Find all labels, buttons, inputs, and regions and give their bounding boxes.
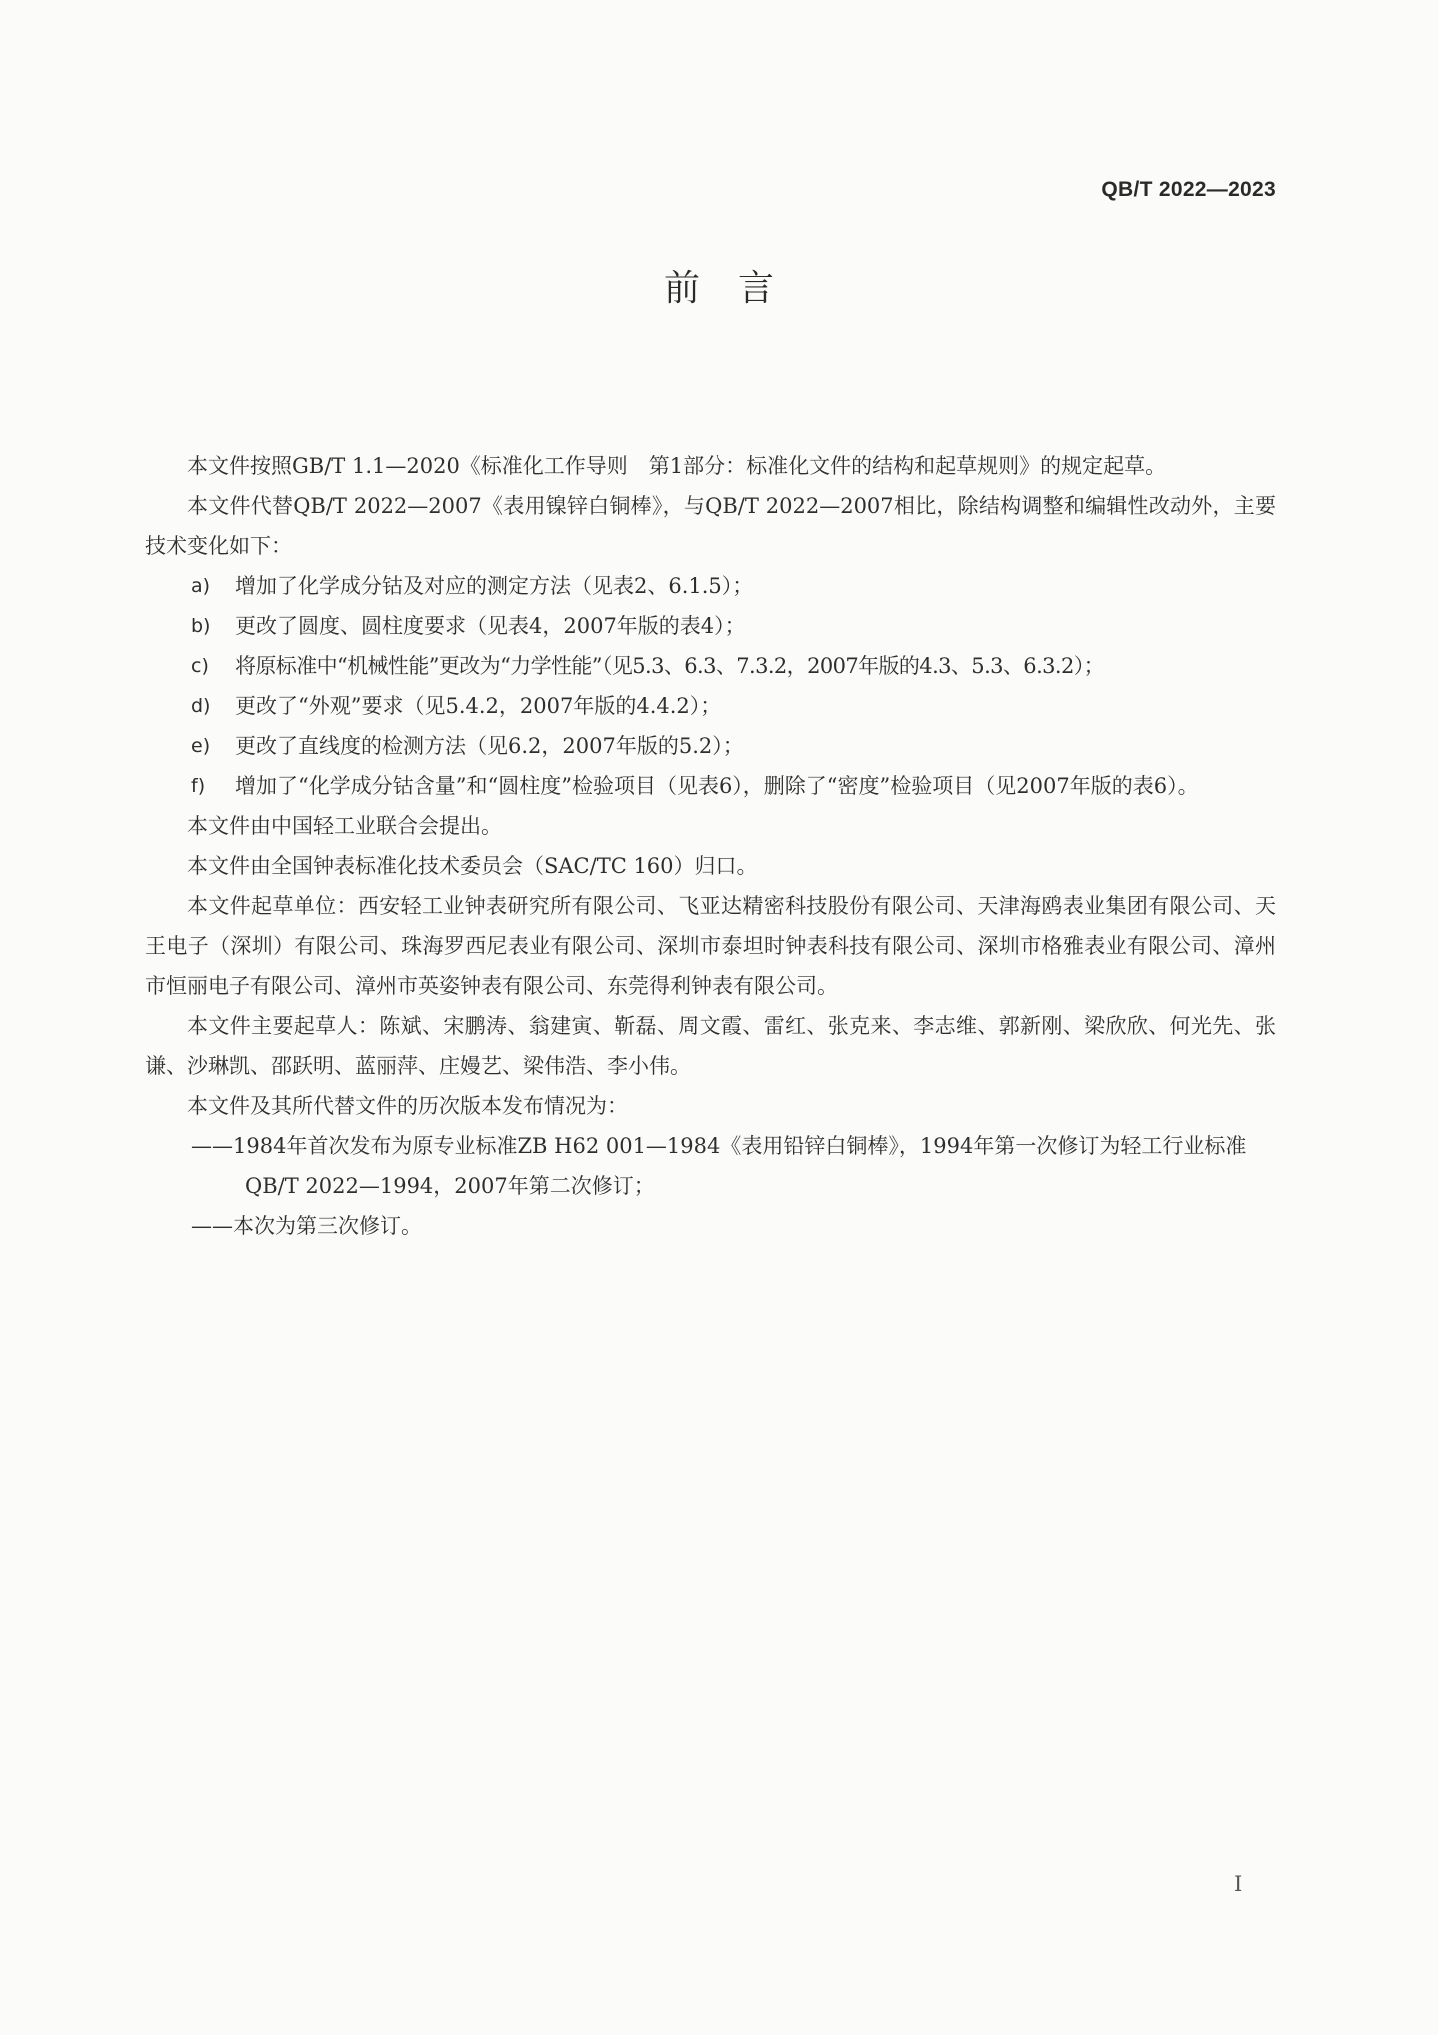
change-item-a [145, 566, 1276, 606]
paragraph-proposer: 本文件由中国轻工业联合会提出。 [187, 814, 502, 838]
standard-code: QB/T 2022—2023 [1101, 178, 1276, 201]
list-item-text: 将原标准中“机械性能”更改为“力学性能”（见5.3、6.3、7.3.2，2007年版的4.3、5.3、6.3.2）； [235, 654, 1105, 678]
list-item-text: 更改了“外观”要求（见5.4.2，2007年版的4.4.2）； [235, 694, 722, 718]
history-dash: —— [191, 1214, 233, 1238]
paragraph-drafting-rules: 本文件按照GB/T 1.1—2020《标准化工作导则 第1部分：标准化文件的结构和起草规则》的规定起草。 [187, 454, 1167, 478]
list-item-text: 增加了化学成分钴及对应的测定方法（见表2、6.1.5）； [235, 574, 754, 598]
history-item [145, 1206, 1276, 1246]
list-item-text: 增加了“化学成分钴含量”和“圆柱度”检验项目（见表6），删除了“密度”检验项目（见2007年版的表6）。 [235, 774, 1199, 798]
history-item [145, 1126, 1276, 1206]
page-number: I [1234, 1872, 1243, 1896]
change-item-b [145, 606, 1276, 646]
foreword-body [145, 446, 1276, 1246]
list-marker: d) [191, 695, 211, 717]
list-marker: c) [191, 655, 209, 677]
change-item-e [145, 726, 1276, 766]
list-item-text: 更改了圆度、圆柱度要求（见表4，2007年版的表4）； [235, 614, 746, 638]
list-item-text: 更改了直线度的检测方法（见6.2，2007年版的5.2）； [235, 734, 744, 758]
change-item-f [145, 766, 1276, 806]
page-title: 前言 [663, 268, 812, 309]
list-marker: a) [191, 575, 211, 597]
change-item-c [145, 646, 1276, 686]
history-text: 本次为第三次修订。 [233, 1214, 422, 1238]
paragraph-version-history: 本文件及其所代替文件的历次版本发布情况为： [187, 1094, 628, 1118]
history-dash: —— [191, 1134, 233, 1158]
paragraph-replacement: 本文件代替QB/T 2022—2007《表用镍锌白铜棒》，与QB/T 2022—2007相比，除结构调整和编辑性改动外，主要技术变化如下： [145, 494, 1276, 558]
list-marker: f) [191, 775, 206, 797]
paragraph-drafting-units: 本文件起草单位：西安轻工业钟表研究所有限公司、飞亚达精密科技股份有限公司、天津海鸥表业集团有限公司、天王电子（深圳）有限公司、珠海罗西尼表业有限公司、深圳市泰坦时钟表科技有限公司、深圳市格雅表业有限公司、漳州市恒丽电子有限公司、漳州市英姿钟表有限公司、东莞得利钟表有限公司。 [145, 894, 1276, 998]
change-item-d [145, 686, 1276, 726]
history-text: 1984年首次发布为原专业标准ZB H62 001—1984《表用铅锌白铜棒》，1994年第一次修订为轻工行业标准QB/T 2022—1994，2007年第二次修订； [233, 1134, 1247, 1198]
list-marker: e) [191, 735, 211, 757]
paragraph-drafters: 本文件主要起草人：陈斌、宋鹏涛、翁建寅、靳磊、周文霞、雷红、张克来、李志维、郭新刚、梁欣欣、何光先、张谦、沙琳凯、邵跃明、蓝丽萍、庄嫚艺、梁伟浩、李小伟。 [145, 1014, 1276, 1078]
paragraph-technical-committee: 本文件由全国钟表标准化技术委员会（SAC/TC 160）归口。 [187, 854, 758, 878]
list-marker: b) [191, 615, 211, 637]
